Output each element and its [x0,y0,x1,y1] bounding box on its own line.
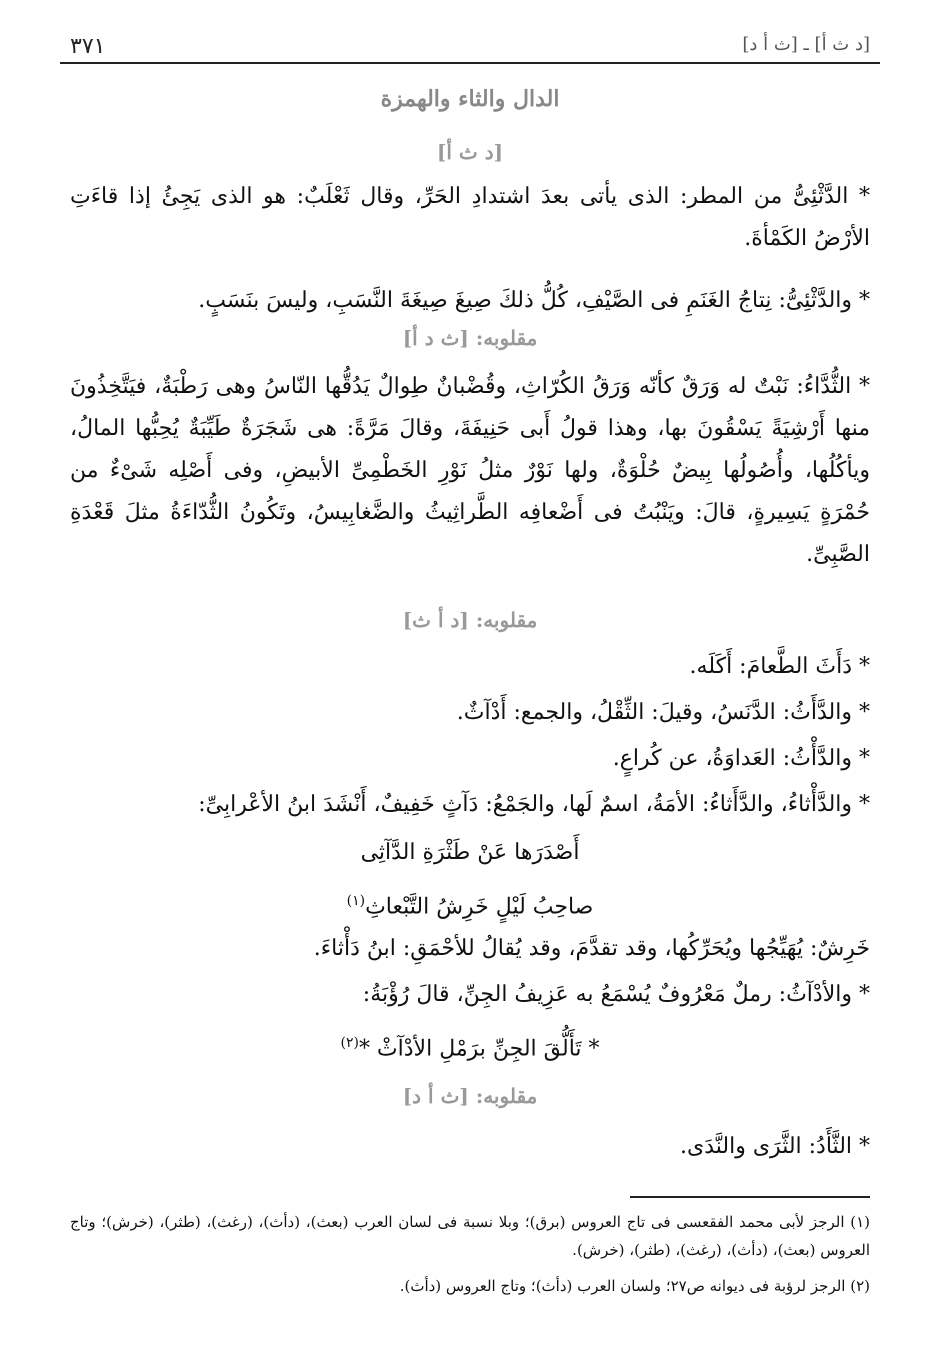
running-title: [د ث أ] ـ [ث أ د] [742,34,870,55]
footnote-marker[interactable]: (٢) [340,1035,359,1051]
footnote: (٢) الرجز لرؤبة فى ديوانه ص٢٧؛ ولسان العرب (دأث)؛ وتاج العروس (دأث). [399,1277,870,1295]
verse-line [0,880,940,928]
footnote: (١) الرجز لأبى محمد الفقعسى فى تاج العروس (برق)؛ وبلا نسبة فى لسان العرب (بعث)، (دأث)، (رغث)، (طثر)، (خرش)؛ وتاج العروس (بعث)، (دأث)، (رغث)، (طثر)، (خرش). [70,1213,870,1259]
section-head-thaad: مقلوبه: [ث أ د] [402,1084,538,1108]
header-rule [60,62,880,64]
running-head [60,22,880,62]
entry-line: * والدَّأْثُ: العَداوَةُ، عن كُراعٍ. [612,746,870,771]
entry-line: * والدَّأَثُ: الدَّنَسُ، وقيلَ: الثِّقْلُ، والجمع: أَدْآثٌ. [456,700,870,725]
chapter-title: الدال والثاء والهمزة [380,86,560,112]
entry-paragraph: * الثُّدَّاءُ: نَبْتٌ له وَرَقٌ كأنّه وَرَقُ الكُرّاثِ، وقُضْبانٌ طِوالٌ يَدُقُّها النّاسُ وهى رَطْبَةٌ، فيَتَّخِذُونَ منها أَرْشِيَةً يَسْقُونَ بها، وهذا قولُ أَبى حَنِيفَةَ، وقالَ مَرَّةً: هى شَجَرَةٌ طَيِّبَةٌ يُحِبُّها المالُ، ويأكُلُها، وأُصُولُها بِيضٌ حُلْوَةٌ، ولها نَوْرٌ مثلُ نَوْرِ الخَطْمِىِّ الأبيضِ، وفى أَصْلِه شَىْءٌ من حُمْرَةٍ يَسِيرةٍ، قالَ: ويَنْبُتُ فى أَضْعافِه الطَّراثِيثُ والضَّغابِيسُ، وتَكُونُ الثُّدّاءَةُ مثلَ قَعْدَةِ الصَّبِىِّ. [70,374,870,567]
entry-line: خَرِشٌ: يُهَيِّجُها ويُحَرِّكُها، وقد تقدَّمَ، وقد يُقالُ للأحْمَقِ: ابنُ دَأْثاءَ. [313,936,870,961]
section-head-dtha: [د ث أ] [436,140,504,164]
verse-text: * تَأَلُّقَ الجِنِّ برَمْلِ الأدْآثْ * [358,1036,600,1062]
entry-line: * والدَّأْثاءُ، والدَّأَثاءُ: الأمَةُ، اسمٌ لَها، والجَمْعُ: دَآثٍ خَفِيفٌ، أَنْشَدَ ابنُ الأعْرابِىِّ: [198,792,870,817]
entry-line: * والأدْآثُ: رملٌ مَعْرُوفٌ يُسْمَعُ به عَزِيفُ الجِنِّ، قالَ رُؤْبَةُ: [362,982,870,1007]
entry-line: * دَأَثَ الطَّعامَ: أَكَلَه. [689,654,870,679]
entry-paragraph: * الدَّثْئِىُّ من المطر: الذى يأتى بعدَ اشتدادِ الحَرِّ، وقال ثَعْلَبٌ: هو الذى يَجِئُ إذا قاءَتِ الأرْضُ الكَمْأةَ. [70,184,870,251]
verse-line: أَصْدَرَها عَنْ طَثْرَةِ الدَّآثِى [360,840,580,865]
footnote-rule [630,1196,870,1198]
entry-paragraph: * والدَّثْئِىُّ: نِتاجُ الغَنَمِ فى الصَّيْفِ، كُلُّ ذلكَ صِيغَ صِيغَةَ النَّسَبِ، وليسَ بنَسَبٍ. [198,288,870,313]
section-head-thada: مقلوبه: [ث د أ] [402,326,538,350]
page-number: ٣٧١ [70,34,106,59]
footnote-marker[interactable]: (١) [346,893,366,909]
entry-line: * الثَّأَدُ: الثَّرَى والنَّدَى. [680,1134,870,1159]
section-head-datha: مقلوبه: [د أ ث] [402,608,538,632]
verse-text: صاحِبُ لَيْلٍ خَرِشُ التَّبْعاثِ [365,894,594,920]
verse-line [0,1022,940,1070]
